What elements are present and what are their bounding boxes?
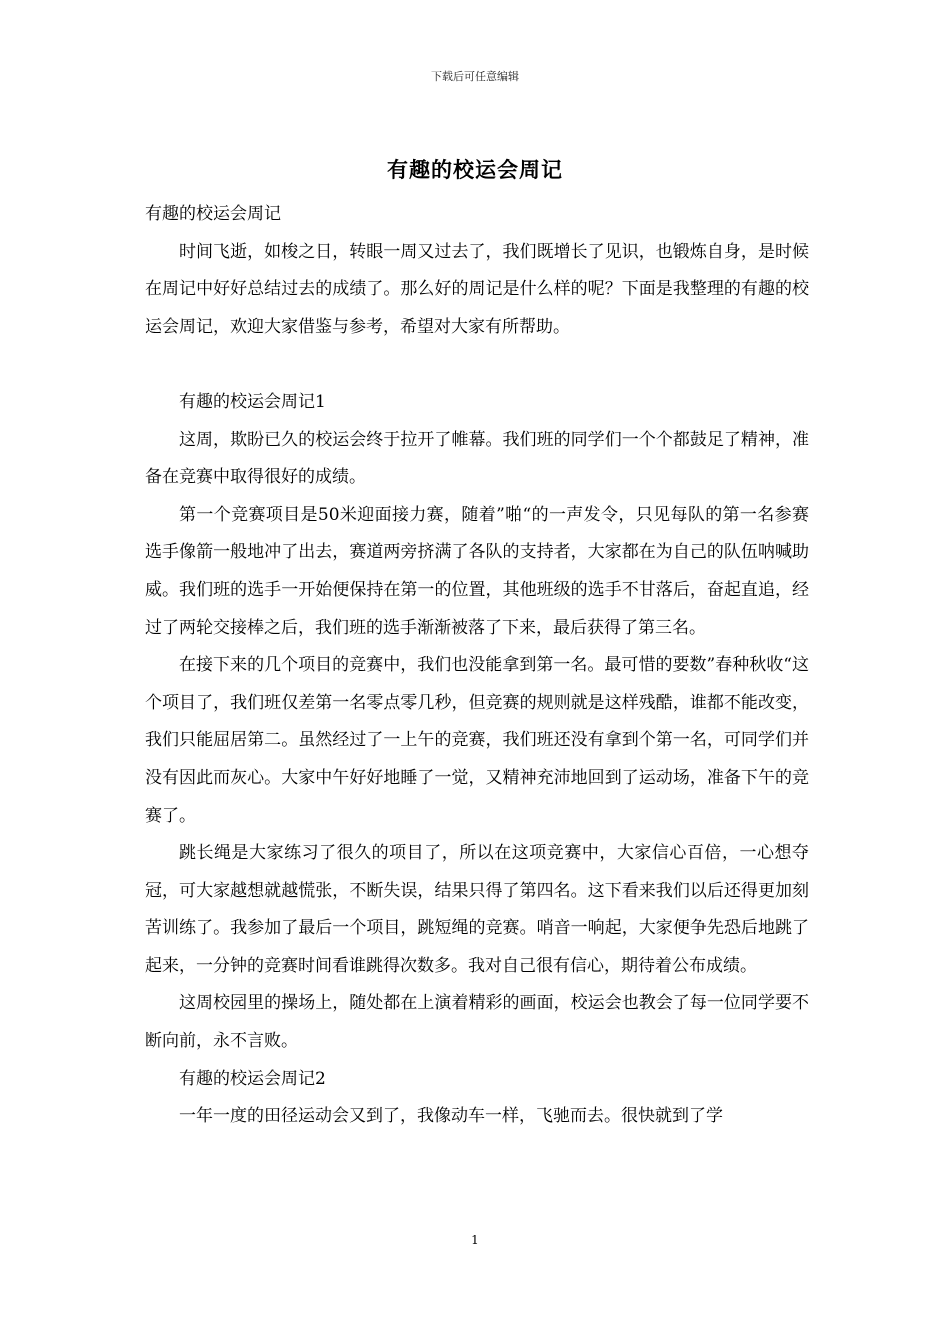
blank-line (145, 346, 809, 384)
body-paragraph: 这周，欺盼已久的校运会终于拉开了帷幕。我们班的同学们一个个都鼓足了精神，准备在竞赛中取得很好的成绩。 (145, 429, 809, 488)
subtitle-paragraph: 有趣的校运会周记 (145, 204, 281, 224)
body-paragraph: 第一个竞赛项目是50米迎面接力赛，随着”啪“的一声发令，只见每队的第一名参赛选手像箭一般地冲了出去，赛道两旁挤满了各队的支持者，大家都在为自己的队伍呐喊助威。我们班的选手一开始便保持在第一的位置，其他班级的选手不甘落后，奋起直追，经过了两轮交接棒之后，我们班的选手渐渐被落了下来，最后获得了第三名。 (145, 504, 809, 638)
section-heading-2: 有趣的校运会周记2 (179, 1068, 326, 1089)
body-paragraph: 在接下来的几个项目的竞赛中，我们也没能拿到第一名。最可惜的要数”春种秋收“这个项目了，我们班仅差第一名零点零几秒，但竞赛的规则就是这样残酷，谁都不能改变，我们只能屈居第二。虽然经过了一上午的竞赛，我们班还没有拿到个第一名，可同学们并没有因此而灰心。大家中午好好地睡了一觉，又精神充沛地回到了运动场，准备下午的竞赛了。 (145, 655, 809, 826)
body-paragraph: 跳长绳是大家练习了很久的项目了，所以在这项竞赛中，大家信心百倍，一心想夺冠，可大家越想就越慌张，不断失误，结果只得了第四名。这下看来我们以后还得更加刻苦训练了。我参加了最后一个项目，跳短绳的竞赛。哨音一响起，大家便争先恐后地跳了起来，一分钟的竞赛时间看谁跳得次数多。我对自己很有信心，期待着公布成绩。 (145, 843, 809, 976)
page-number: 1 (471, 1233, 479, 1247)
section-heading-1: 有趣的校运会周记1 (179, 391, 326, 412)
intro-paragraph: 时间飞逝，如梭之日，转眼一周又过去了，我们既增长了见识，也锻炼自身，是时候在周记中好好总结过去的成绩了。那么好的周记是什么样的呢？下面是我整理的有趣的校运会周记，欢迎大家借鉴与参考，希望对大家有所帮助。 (145, 241, 809, 337)
body-paragraph: 这周校园里的操场上，随处都在上演着精彩的画面，校运会也教会了每一位同学要不断向前，永不言败。 (145, 993, 809, 1052)
header-note: 下载后可任意编辑 (431, 70, 519, 83)
document-title: 有趣的校运会周记 (387, 157, 563, 182)
body-paragraph: 一年一度的田径运动会又到了，我像动车一样，飞驰而去。很快就到了学 (179, 1106, 723, 1127)
document-body (145, 196, 809, 1136)
